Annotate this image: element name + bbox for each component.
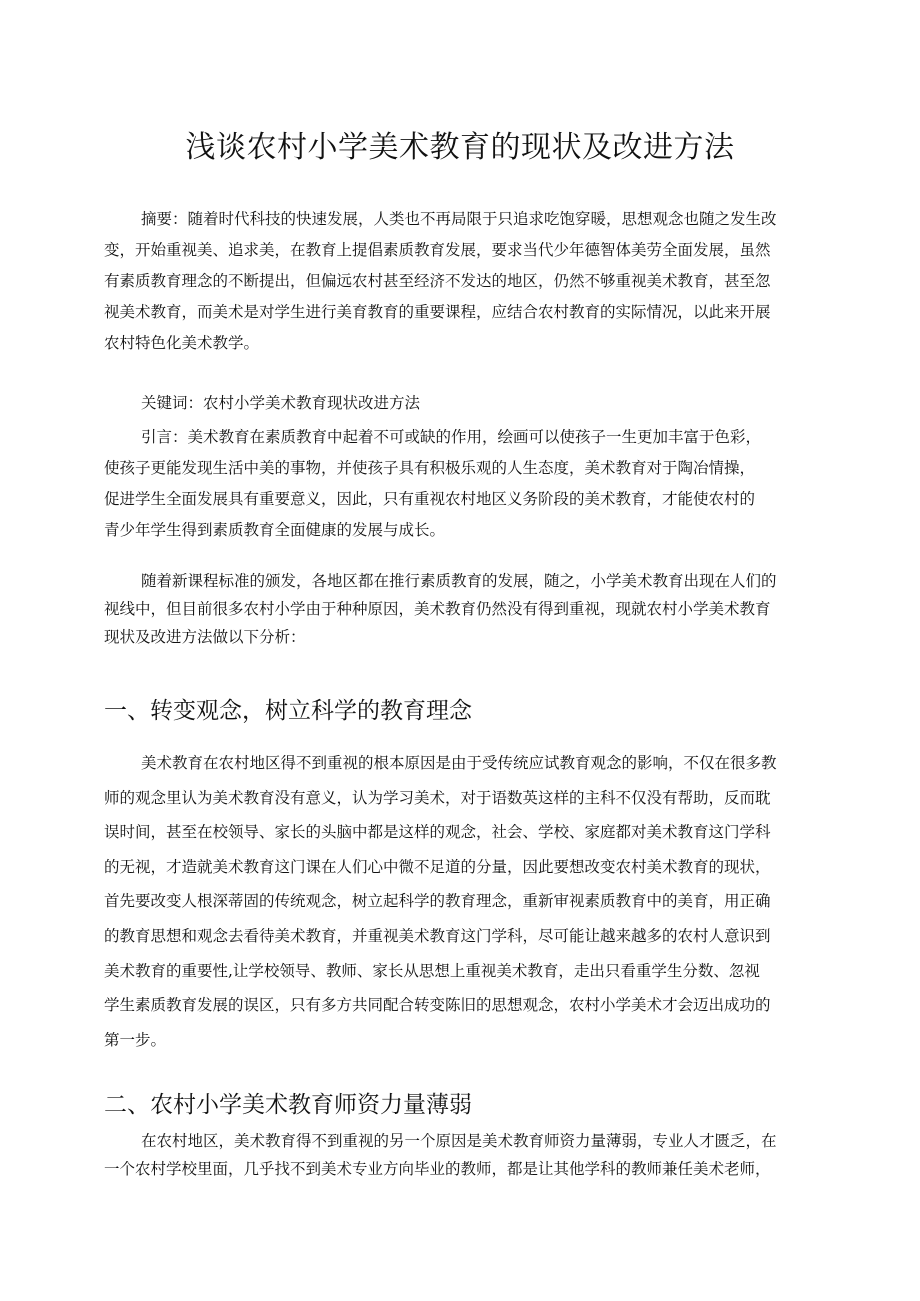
keywords-text: 关键词：农村小学美术教育现状改进方法 — [141, 394, 421, 412]
intro-line: 促进学生全面发展具有重要意义，因此，只有重视农村地区义务阶段的美术教育，才能使农村的 — [104, 490, 756, 508]
abstract-line: 摘要：随着时代科技的快速发展，人类也不再局限于只追求吃饱穿暖，思想观念也随之发生改 — [141, 210, 777, 228]
intro-line: 引言：美术教育在素质教育中起着不可或缺的作用，绘画可以使孩子一生更加丰富于色彩， — [141, 428, 762, 446]
section1-line: 师的观念里认为美术教育没有意义，认为学习美术，对于语数英这样的主科不仅没有帮助，反而耽 — [104, 788, 771, 807]
abstract-line: 视美术教育，而美术是对学生进行美育教育的重要课程，应结合农村教育的实际情况，以此来开展 — [104, 303, 771, 321]
section-heading-1: 一、转变观念，树立科学的教育理念 — [104, 698, 472, 724]
intro-line: 青少年学生得到素质教育全面健康的发展与成长。 — [104, 521, 446, 539]
keywords-line — [104, 389, 838, 417]
curriculum-line: 现状及改进方法做以下分析： — [104, 628, 306, 646]
curriculum-line: 随着新课程标准的颁发，各地区都在推行素质教育的发展，随之，小学美术教育出现在人们的 — [141, 572, 777, 590]
section-heading-2: 二、农村小学美术教育师资力量薄弱 — [104, 1092, 472, 1118]
document-title: 浅谈农村小学美术教育的现状及改进方法 — [185, 130, 735, 165]
section1-line: 美术教育的重要性,让学校领导、教师、家长从思想上重视美术教育，走出只看重学生分数、忽视 — [104, 961, 760, 980]
abstract-paragraph — [104, 204, 838, 359]
curriculum-paragraph — [104, 567, 838, 651]
section1-line: 学生素质教育发展的误区，只有多方共同配合转变陈旧的思想观念，农村小学美术才会迈出成功的 — [104, 996, 771, 1015]
section1-line: 的无视，才造就美术教育这门课在人们心中微不足道的分量，因此要想改变农村美术教育的现状， — [104, 857, 771, 876]
section2-paragraph — [104, 1127, 838, 1183]
curriculum-line: 视线中，但目前很多农村小学由于种种原因，美术教育仍然没有得到重视，现就农村小学美术教育 — [104, 600, 771, 618]
intro-line: 使孩子更能发现生活中美的事物，并使孩子具有积极乐观的人生态度，美术教育对于陶冶情操， — [104, 459, 756, 477]
section1-line: 误时间，甚至在校领导、家长的头脑中都是这样的观念，社会、学校、家庭都对美术教育这门学科 — [104, 823, 771, 842]
section1-line: 美术教育在农村地区得不到重视的根本原因是由于受传统应试教育观念的影响，不仅在很多教 — [141, 754, 777, 772]
section1-line: 第一步。 — [104, 1030, 167, 1049]
abstract-line: 有素质教育理念的不断提出，但偏远农村甚至经济不发达的地区，仍然不够重视美术教育，甚至忽 — [104, 272, 771, 290]
abstract-line: 变，开始重视美、追求美，在教育上提倡素质教育发展，要求当代少年德智体美劳全面发展，虽然 — [104, 241, 771, 259]
section1-paragraph — [104, 746, 838, 1057]
section2-line: 在农村地区，美术教育得不到重视的另一个原因是美术教育师资力量薄弱，专业人才匮乏，在 — [141, 1132, 777, 1150]
section1-line: 的教育思想和观念去看待美术教育，并重视美术教育这门学科，尽可能让越来越多的农村人意识到 — [104, 926, 771, 945]
section2-line: 一个农村学校里面，几乎找不到美术专业方向毕业的教师，都是让其他学科的教师兼任美术老师， — [104, 1160, 771, 1178]
intro-paragraph — [104, 422, 838, 546]
abstract-line: 农村特色化美术教学。 — [104, 334, 260, 352]
section1-line: 首先要改变人根深蒂固的传统观念，树立起科学的教育理念，重新审视素质教育中的美育，用正确 — [104, 892, 771, 911]
